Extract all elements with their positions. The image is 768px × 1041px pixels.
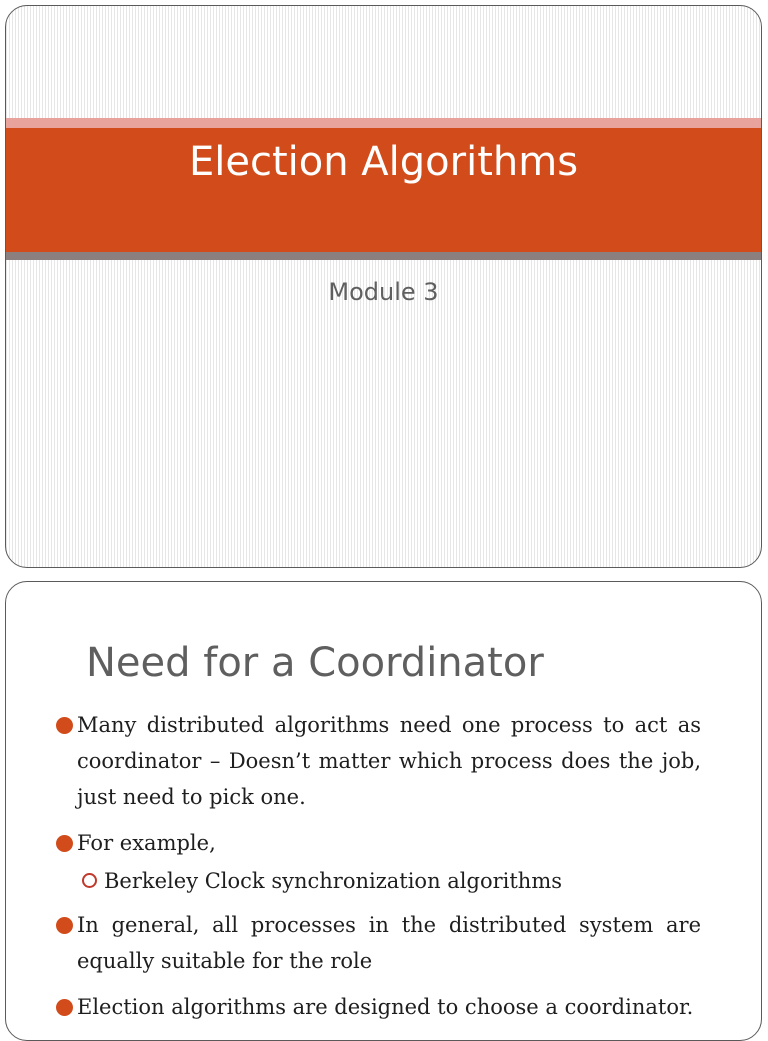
- bullet-dot-icon: [56, 835, 73, 852]
- bullet-item: [56, 989, 701, 1025]
- title-slide: [5, 5, 762, 568]
- sub-bullet-item: [56, 863, 701, 899]
- slide-title: Election Algorithms: [188, 139, 579, 185]
- content-slide: [5, 581, 762, 1041]
- slide-heading: Need for a Coordinator: [86, 640, 544, 686]
- title-band-top-stripe: [6, 118, 761, 128]
- title-band-bottom-stripe: [6, 252, 761, 260]
- bullet-list: [56, 707, 701, 1035]
- bullet-dot-icon: [56, 999, 73, 1016]
- bullet-item: [56, 907, 701, 979]
- bullet-text: For example,: [77, 831, 216, 855]
- hollow-circle-icon: [82, 873, 97, 888]
- bullet-text: Election algorithms are designed to choose a coordinator.: [77, 995, 694, 1019]
- bullet-item: [56, 707, 701, 815]
- slide-subtitle: Module 3: [328, 278, 439, 306]
- bullet-dot-icon: [56, 917, 73, 934]
- sub-bullet-text: Berkeley Clock synchronization algorithms: [104, 869, 563, 893]
- bullet-dot-icon: [56, 717, 73, 734]
- bullet-item: [56, 825, 701, 861]
- bullet-text: Many distributed algorithms need one process to act as coordinator – Doesn’t matter which process does the job, just need to pick one.: [77, 713, 701, 809]
- bullet-text: In general, all processes in the distributed system are equally suitable for the role: [77, 913, 701, 973]
